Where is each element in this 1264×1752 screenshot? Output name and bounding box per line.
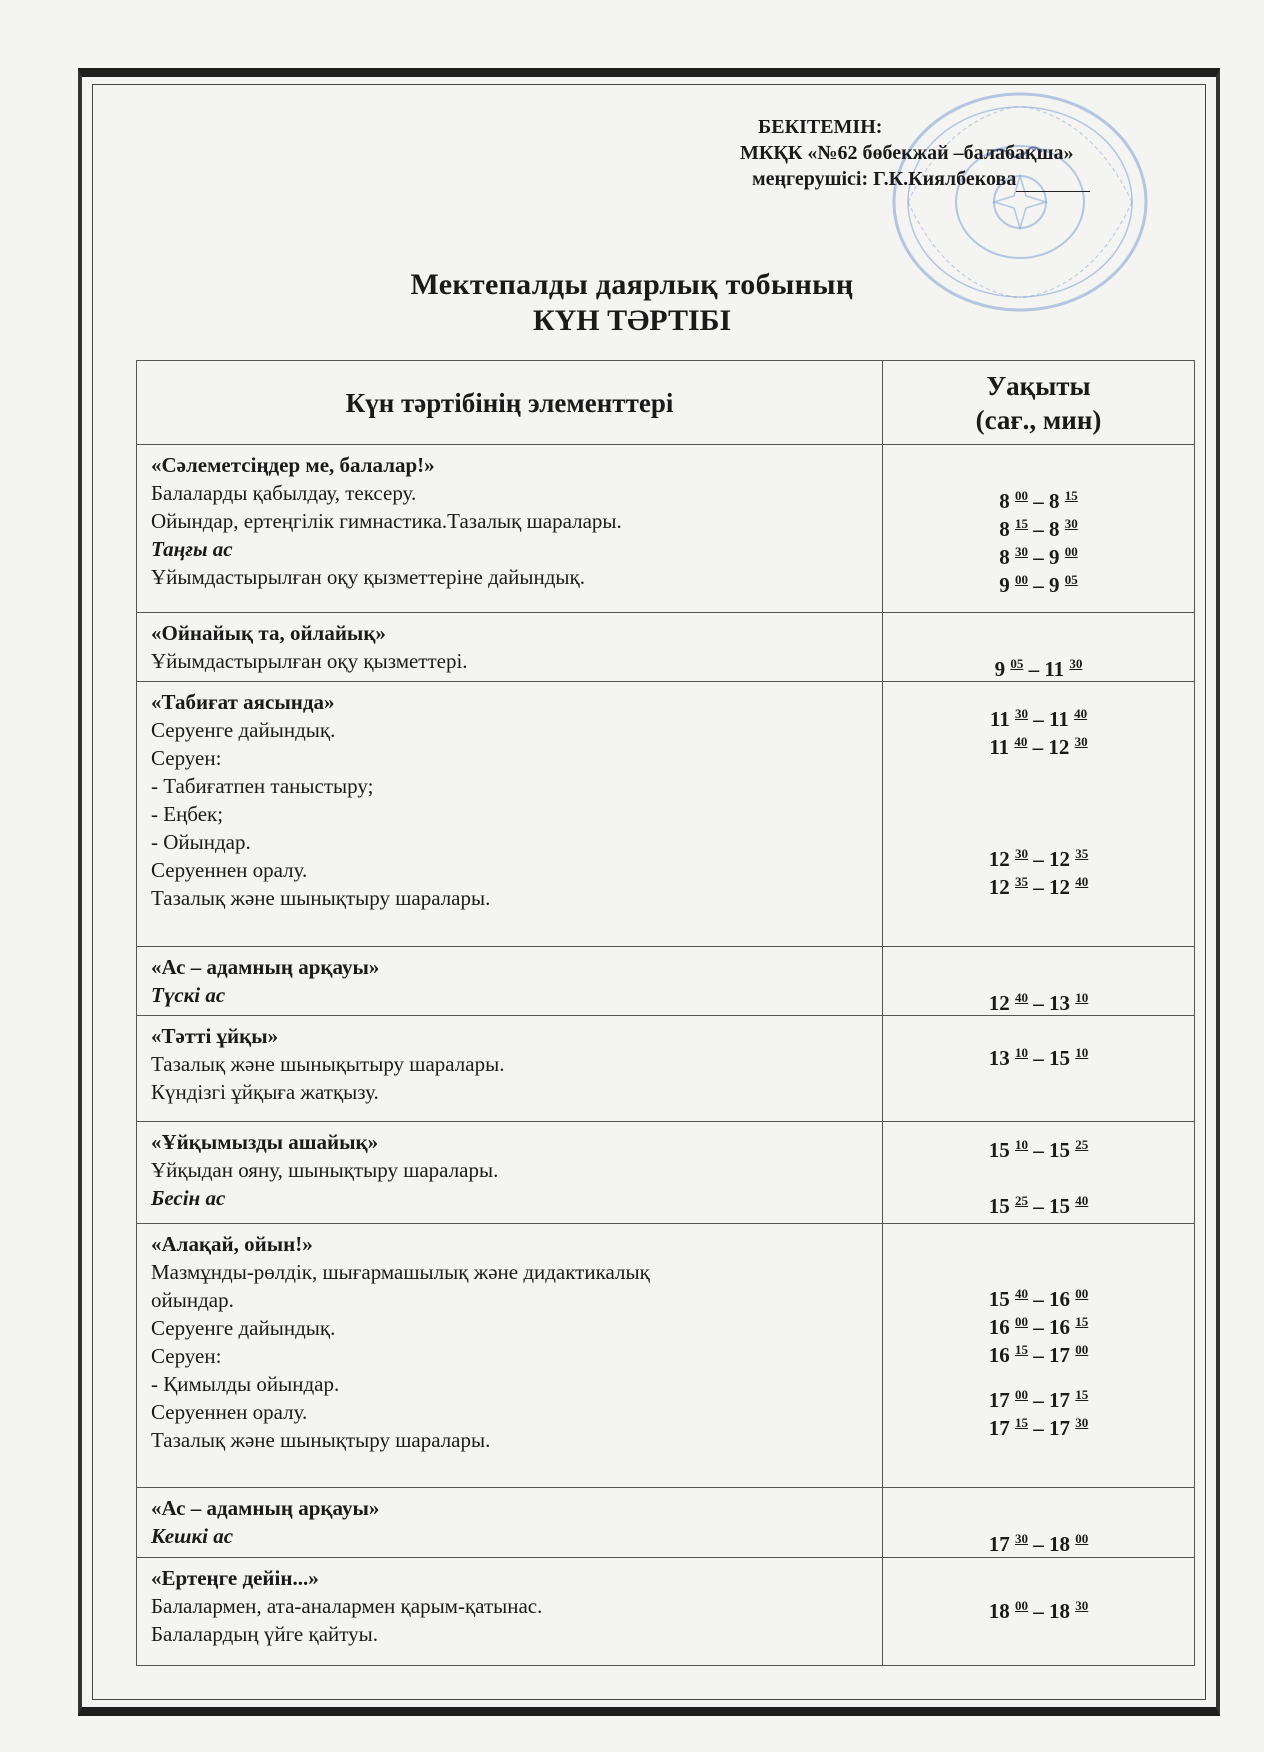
section-title: «Ойнайық та, ойлайық» — [151, 620, 386, 645]
activity-line: Серуенге дайындық. — [151, 1315, 336, 1340]
activity-line: Кешкі ас — [151, 1524, 234, 1549]
activity-line: Күндізгі ұйқыға жатқызу. — [151, 1080, 379, 1105]
section-title: «Ертеңге дейін...» — [151, 1565, 319, 1590]
activity-cell — [137, 1223, 883, 1488]
approval-block — [740, 114, 1090, 192]
time-cell — [883, 1223, 1195, 1488]
section-title: «Ас – адамның арқауы» — [151, 1496, 380, 1521]
time-range: 17 $^{15}$ – 17 $^{30}$ — [988, 1415, 1089, 1441]
page-title-main: КҮН ТӘРТІБІ — [532, 304, 732, 337]
section-title: «Табиғат аясында» — [151, 690, 335, 715]
section-title: «Ұйқымызды ашайық» — [151, 1130, 379, 1155]
time-cell — [883, 445, 1195, 613]
time-cell — [883, 682, 1195, 947]
activity-cell — [137, 1122, 883, 1223]
activity-line: Тазалық және шынықтыру шаралары. — [151, 886, 491, 911]
activity-line: Серуен: — [151, 1343, 222, 1368]
time-range: 15 $^{40}$ – 16 $^{00}$ — [988, 1286, 1089, 1312]
time-cell — [883, 1122, 1195, 1223]
time-range: 11 $^{30}$ – 11 $^{40}$ — [989, 705, 1088, 731]
time-cell — [883, 1488, 1195, 1557]
schedule-row — [137, 682, 1195, 947]
section-title: «Сәлеметсіңдер ме, балалар!» — [151, 453, 435, 477]
activity-line: Тазалық және шынықтыру шаралары. — [151, 1427, 491, 1452]
activity-cell — [137, 445, 883, 613]
schedule-row — [137, 1223, 1195, 1488]
time-range: 8 $^{15}$ – 8 $^{30}$ — [999, 516, 1078, 541]
page-title-group: Мектепалды даярлық тобының — [410, 268, 854, 301]
activity-cell — [137, 1557, 883, 1665]
time-cell — [883, 612, 1195, 681]
time-range: 17 $^{30}$ – 18 $^{00}$ — [988, 1531, 1089, 1557]
activity-line: Тазалық және шынықытыру шаралары. — [151, 1052, 505, 1077]
activity-line: - Ойындар. — [151, 830, 251, 855]
approval-head-line — [740, 166, 1090, 192]
schedule-row — [137, 1488, 1195, 1557]
time-range: 12 $^{35}$ – 12 $^{40}$ — [988, 873, 1089, 899]
section-title: «Ас – адамның арқауы» — [151, 954, 380, 979]
schedule-row — [137, 612, 1195, 681]
schedule-row — [137, 1016, 1195, 1122]
activity-line: Серуеннен оралу. — [151, 1399, 308, 1424]
activity-cell — [137, 1488, 883, 1557]
activity-line: Бесін ас — [151, 1186, 226, 1211]
activity-line: Ұйымдастырылған оқу қызметтеріне дайындық. — [151, 565, 585, 589]
time-range: 9 $^{05}$ – 11 $^{30}$ — [994, 655, 1083, 681]
section-title: «Тәтті ұйқы» — [151, 1024, 279, 1049]
schedule-row — [137, 946, 1195, 1015]
activity-cell — [137, 1016, 883, 1122]
activity-line: Балалардың үйге қайтуы. — [151, 1621, 379, 1646]
time-range: 13 $^{10}$ – 15 $^{10}$ — [988, 1045, 1089, 1071]
activity-line: - Қимылды ойындар. — [151, 1371, 340, 1396]
time-range: 16 $^{00}$ – 16 $^{15}$ — [988, 1314, 1089, 1340]
time-range: 8 $^{00}$ – 8 $^{15}$ — [999, 488, 1078, 513]
activity-line: Түскі ас — [151, 982, 226, 1007]
activity-line: Ойындар, ертеңгілік гимнастика.Тазалық шаралары. — [151, 509, 622, 533]
schedule-row — [137, 1557, 1195, 1665]
activity-line: - Табиғатпен таныстыру; — [151, 774, 374, 799]
time-range: 15 $^{10}$ – 15 $^{25}$ — [988, 1137, 1089, 1163]
approval-heading: БЕКІТЕМІН: — [758, 116, 883, 138]
header-time: Уақыты (сағ., мин) — [883, 361, 1195, 445]
schedule-row — [137, 445, 1195, 613]
time-range: 15 $^{25}$ – 15 $^{40}$ — [988, 1193, 1089, 1219]
activity-cell — [137, 946, 883, 1015]
approval-head-name: меңгерушісі: Г.К.Киялбекова — [752, 168, 1017, 190]
time-range: 9 $^{00}$ – 9 $^{05}$ — [999, 572, 1078, 597]
activity-line: Балалармен, ата-аналармен қарым-қатынас. — [151, 1593, 543, 1618]
time-cell — [883, 946, 1195, 1015]
time-range: 17 $^{00}$ – 17 $^{15}$ — [988, 1387, 1089, 1413]
activity-line: - Еңбек; — [151, 802, 224, 827]
time-range: 12 $^{40}$ – 13 $^{10}$ — [988, 989, 1089, 1015]
approval-organization: МКҚК «№62 бөбекжай –балабақша» — [740, 142, 1074, 164]
activity-line: Серуен: — [151, 746, 222, 771]
time-range: 11 $^{40}$ – 12 $^{30}$ — [989, 733, 1088, 759]
activity-line: Ұйқыдан ояну, шынықтыру шаралары. — [151, 1158, 499, 1183]
activity-line: ойындар. — [151, 1287, 234, 1312]
activity-line: Таңғы ас — [151, 537, 233, 561]
activity-line: Серуеннен оралу. — [151, 858, 308, 883]
time-range: 12 $^{30}$ – 12 $^{35}$ — [988, 845, 1089, 871]
activity-line: Ұйымдастырылған оқу қызметтері. — [151, 648, 468, 673]
signature-line — [1016, 173, 1090, 192]
time-cell — [883, 1016, 1195, 1122]
daily-schedule-table — [136, 360, 1195, 1666]
time-range: 16 $^{15}$ – 17 $^{00}$ — [988, 1342, 1089, 1368]
section-title: «Алақай, ойын!» — [151, 1231, 313, 1256]
schedule-row — [137, 1122, 1195, 1223]
time-range: 8 $^{30}$ – 9 $^{00}$ — [999, 544, 1078, 569]
time-range: 18 $^{00}$ – 18 $^{30}$ — [988, 1598, 1089, 1624]
header-elements: Күн тәртібінің элементтері — [137, 361, 883, 445]
activity-line: Мазмұнды-рөлдік, шығармашылық және дидактикалық — [151, 1259, 650, 1284]
activity-line: Балаларды қабылдау, тексеру. — [151, 481, 417, 505]
time-cell — [883, 1557, 1195, 1665]
activity-cell — [137, 612, 883, 681]
activity-line: Серуенге дайындық. — [151, 718, 336, 743]
table-header-row — [137, 361, 1195, 445]
activity-cell — [137, 682, 883, 947]
